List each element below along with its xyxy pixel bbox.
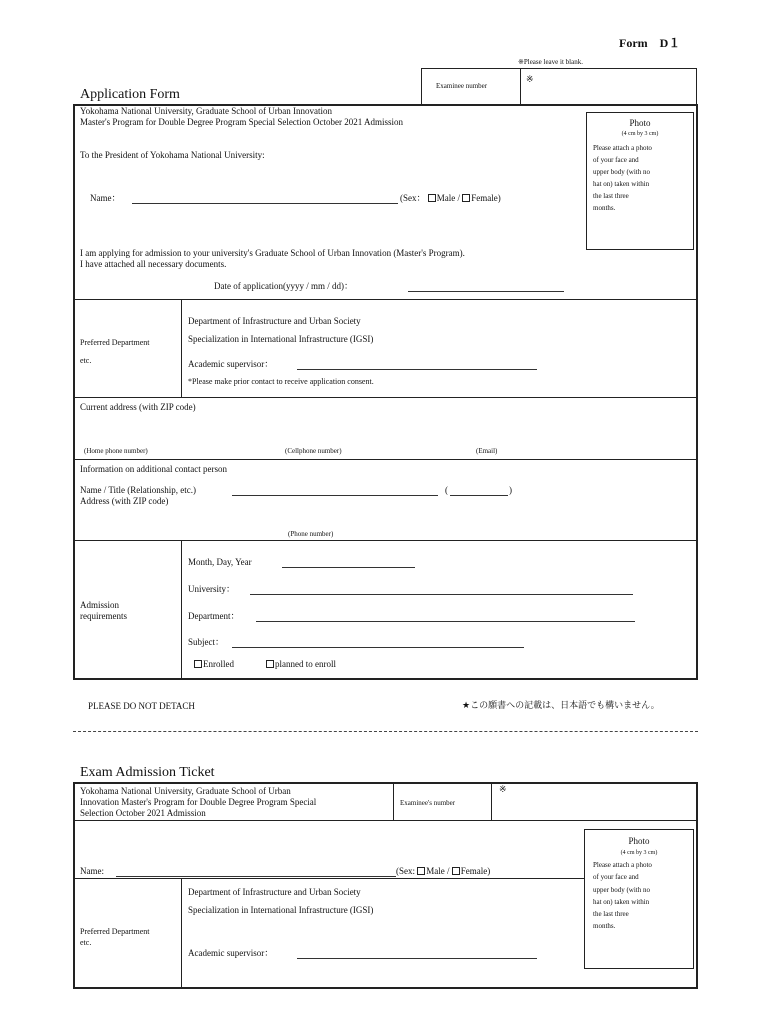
divider	[181, 299, 182, 397]
divider	[181, 540, 182, 680]
ticket-male-checkbox[interactable]	[417, 867, 425, 875]
name-title-label: Name / Title (Relationship, etc.)	[80, 485, 196, 495]
relationship-input[interactable]	[450, 495, 508, 496]
divider	[73, 299, 698, 300]
ticket-etc-label: etc.	[80, 938, 92, 947]
photo-size: (4 cm by 3 cm)	[621, 131, 659, 137]
form-label: Form D１	[619, 36, 681, 50]
ticket-sex-label: (Sex:	[396, 866, 415, 876]
ticket-specialization-name: Specialization in International Infrastructure (IGSI)	[188, 905, 374, 915]
etc-label: etc.	[80, 356, 92, 365]
name-input[interactable]	[132, 203, 398, 204]
leave-blank-note: ※Please leave it blank.	[518, 58, 583, 66]
photo-instruction-4: hat on) taken within	[593, 180, 650, 188]
ticket-header-line-2: Innovation Master's Program for Double Degree Program Special	[80, 797, 317, 807]
photo-instruction-5: the last three	[593, 192, 629, 200]
ticket-name-input[interactable]	[116, 876, 396, 877]
relationship-paren-close: )	[509, 485, 512, 495]
photo-instruction-6: months.	[593, 204, 616, 212]
ticket-preferred-department-label: Preferred Department	[80, 927, 150, 936]
ticket-photo-instruction-2: of your face and	[593, 873, 639, 881]
application-form-title: Application Form	[80, 87, 180, 102]
sex-label: (Sex：	[400, 193, 426, 203]
ticket-header-line-1: Yokohama National University, Graduate School of Urban	[80, 786, 291, 796]
ticket-academic-supervisor-input[interactable]	[297, 958, 537, 959]
preferred-department-label: Preferred Department	[80, 338, 150, 347]
month-day-year-input[interactable]	[282, 567, 415, 568]
ticket-sex-slash: /	[447, 866, 450, 876]
admission-requirements-label-2: requirements	[80, 611, 127, 621]
ticket-photo-instruction-1: Please attach a photo	[593, 861, 652, 869]
ticket-examinee-number-label: Examinee's number	[400, 799, 456, 807]
cellphone-label: (Cellphone number)	[285, 447, 342, 455]
ticket-photo-instruction-6: months.	[593, 922, 616, 930]
divider	[491, 782, 492, 820]
email-label: (Email)	[476, 447, 498, 455]
phone-number-label: (Phone number)	[288, 530, 334, 538]
department-name: Department of Infrastructure and Urban Society	[188, 316, 361, 326]
applying-statement-1: I am applying for admission to your university's Graduate School of Urban Innovation (Master's Program).	[80, 248, 465, 258]
male-label: Male	[436, 193, 456, 203]
month-day-year-label: Month, Day, Year	[188, 557, 252, 567]
examinee-number-label: Examinee number	[436, 82, 488, 90]
academic-supervisor-input[interactable]	[297, 369, 537, 370]
ticket-examinee-mark: ※	[499, 784, 507, 794]
ticket-academic-supervisor-label: Academic supervisor：	[188, 948, 274, 958]
examinee-number-field[interactable]	[530, 82, 680, 98]
department-label: Department：	[188, 611, 240, 621]
academic-supervisor-label: Academic supervisor：	[188, 359, 274, 369]
divider	[181, 878, 182, 989]
date-label: Date of application(yyyy / mm / dd)：	[214, 281, 353, 291]
enrolled-checkbox[interactable]	[194, 660, 202, 668]
subject-label: Subject：	[188, 637, 224, 647]
photo-instruction-3: upper body (with no	[593, 168, 650, 176]
ticket-examinee-number-field[interactable]	[505, 795, 685, 813]
ticket-female-checkbox[interactable]	[452, 867, 460, 875]
divider	[73, 540, 698, 541]
address-zip-label: Address (with ZIP code)	[80, 496, 169, 506]
subject-input[interactable]	[232, 647, 524, 648]
examinee-number-mark: ※	[526, 74, 534, 84]
additional-contact-label: Information on additional contact person	[80, 464, 227, 474]
examinee-divider	[520, 68, 521, 105]
planned-to-enroll-checkbox[interactable]	[266, 660, 274, 668]
divider	[73, 878, 584, 879]
japanese-note: ★この願書への記載は、日本語でも構いません。	[462, 701, 660, 711]
header-line-2: Master's Program for Double Degree Program Special Selection October 2021 Admission	[80, 117, 404, 127]
divider	[73, 459, 698, 460]
date-input[interactable]	[408, 291, 564, 292]
ticket-department-name: Department of Infrastructure and Urban Society	[188, 887, 361, 897]
contact-name-input[interactable]	[232, 495, 438, 496]
ticket-header-line-3: Selection October 2021 Admission	[80, 808, 206, 818]
planned-status	[266, 659, 336, 670]
specialization-name: Specialization in International Infrastructure (IGSI)	[188, 334, 374, 344]
female-checkbox[interactable]	[462, 194, 470, 202]
to-president-text: To the President of Yokohama National University:	[80, 150, 265, 160]
ticket-photo-instruction-3: upper body (with no	[593, 886, 650, 894]
ticket-photo-instruction-5: the last three	[593, 910, 629, 918]
ticket-female-label: Female)	[460, 866, 491, 876]
ticket-sex-selector	[396, 866, 490, 877]
detach-line	[73, 731, 698, 732]
current-address-input[interactable]	[80, 415, 680, 443]
header-line-1: Yokohama National University, Graduate School of Urban Innovation	[80, 106, 332, 116]
female-label: Female)	[471, 193, 501, 203]
photo-instruction-2: of your face and	[593, 156, 639, 164]
admission-requirements-label-1: Admission	[80, 600, 120, 610]
photo-instruction-1: Please attach a photo	[593, 144, 652, 152]
sex-slash: /	[457, 193, 461, 203]
relationship-paren-open: (	[445, 485, 448, 495]
ticket-photo-title: Photo	[628, 836, 650, 846]
planned-to-enroll-label: planned to enroll	[275, 659, 336, 669]
photo-title: Photo	[629, 118, 651, 128]
divider	[73, 820, 698, 821]
university-input[interactable]	[250, 594, 633, 595]
ticket-photo-instruction-4: hat on) taken within	[593, 898, 650, 906]
sex-selector	[400, 193, 501, 204]
home-phone-label: (Home phone number)	[84, 447, 148, 455]
current-address-label: Current address (with ZIP code)	[80, 402, 196, 412]
male-checkbox[interactable]	[428, 194, 436, 202]
applying-statement-2: I have attached all necessary documents.	[80, 259, 227, 269]
prior-contact-note: *Please make prior contact to receive application consent.	[188, 377, 374, 386]
divider	[73, 397, 698, 398]
ticket-title: Exam Admission Ticket	[80, 765, 215, 780]
university-label: University：	[188, 584, 235, 594]
enrollment-status	[194, 659, 234, 670]
divider	[393, 782, 394, 820]
please-do-not-detach: PLEASE DO NOT DETACH	[88, 701, 195, 711]
enrolled-label: Enrolled	[203, 659, 234, 669]
ticket-photo-size: (4 cm by 3 cm)	[620, 850, 658, 856]
ticket-name-label: Name:	[80, 866, 104, 876]
ticket-male-label: Male	[426, 866, 445, 876]
name-label: Name：	[90, 193, 121, 203]
department-input[interactable]	[256, 621, 635, 622]
